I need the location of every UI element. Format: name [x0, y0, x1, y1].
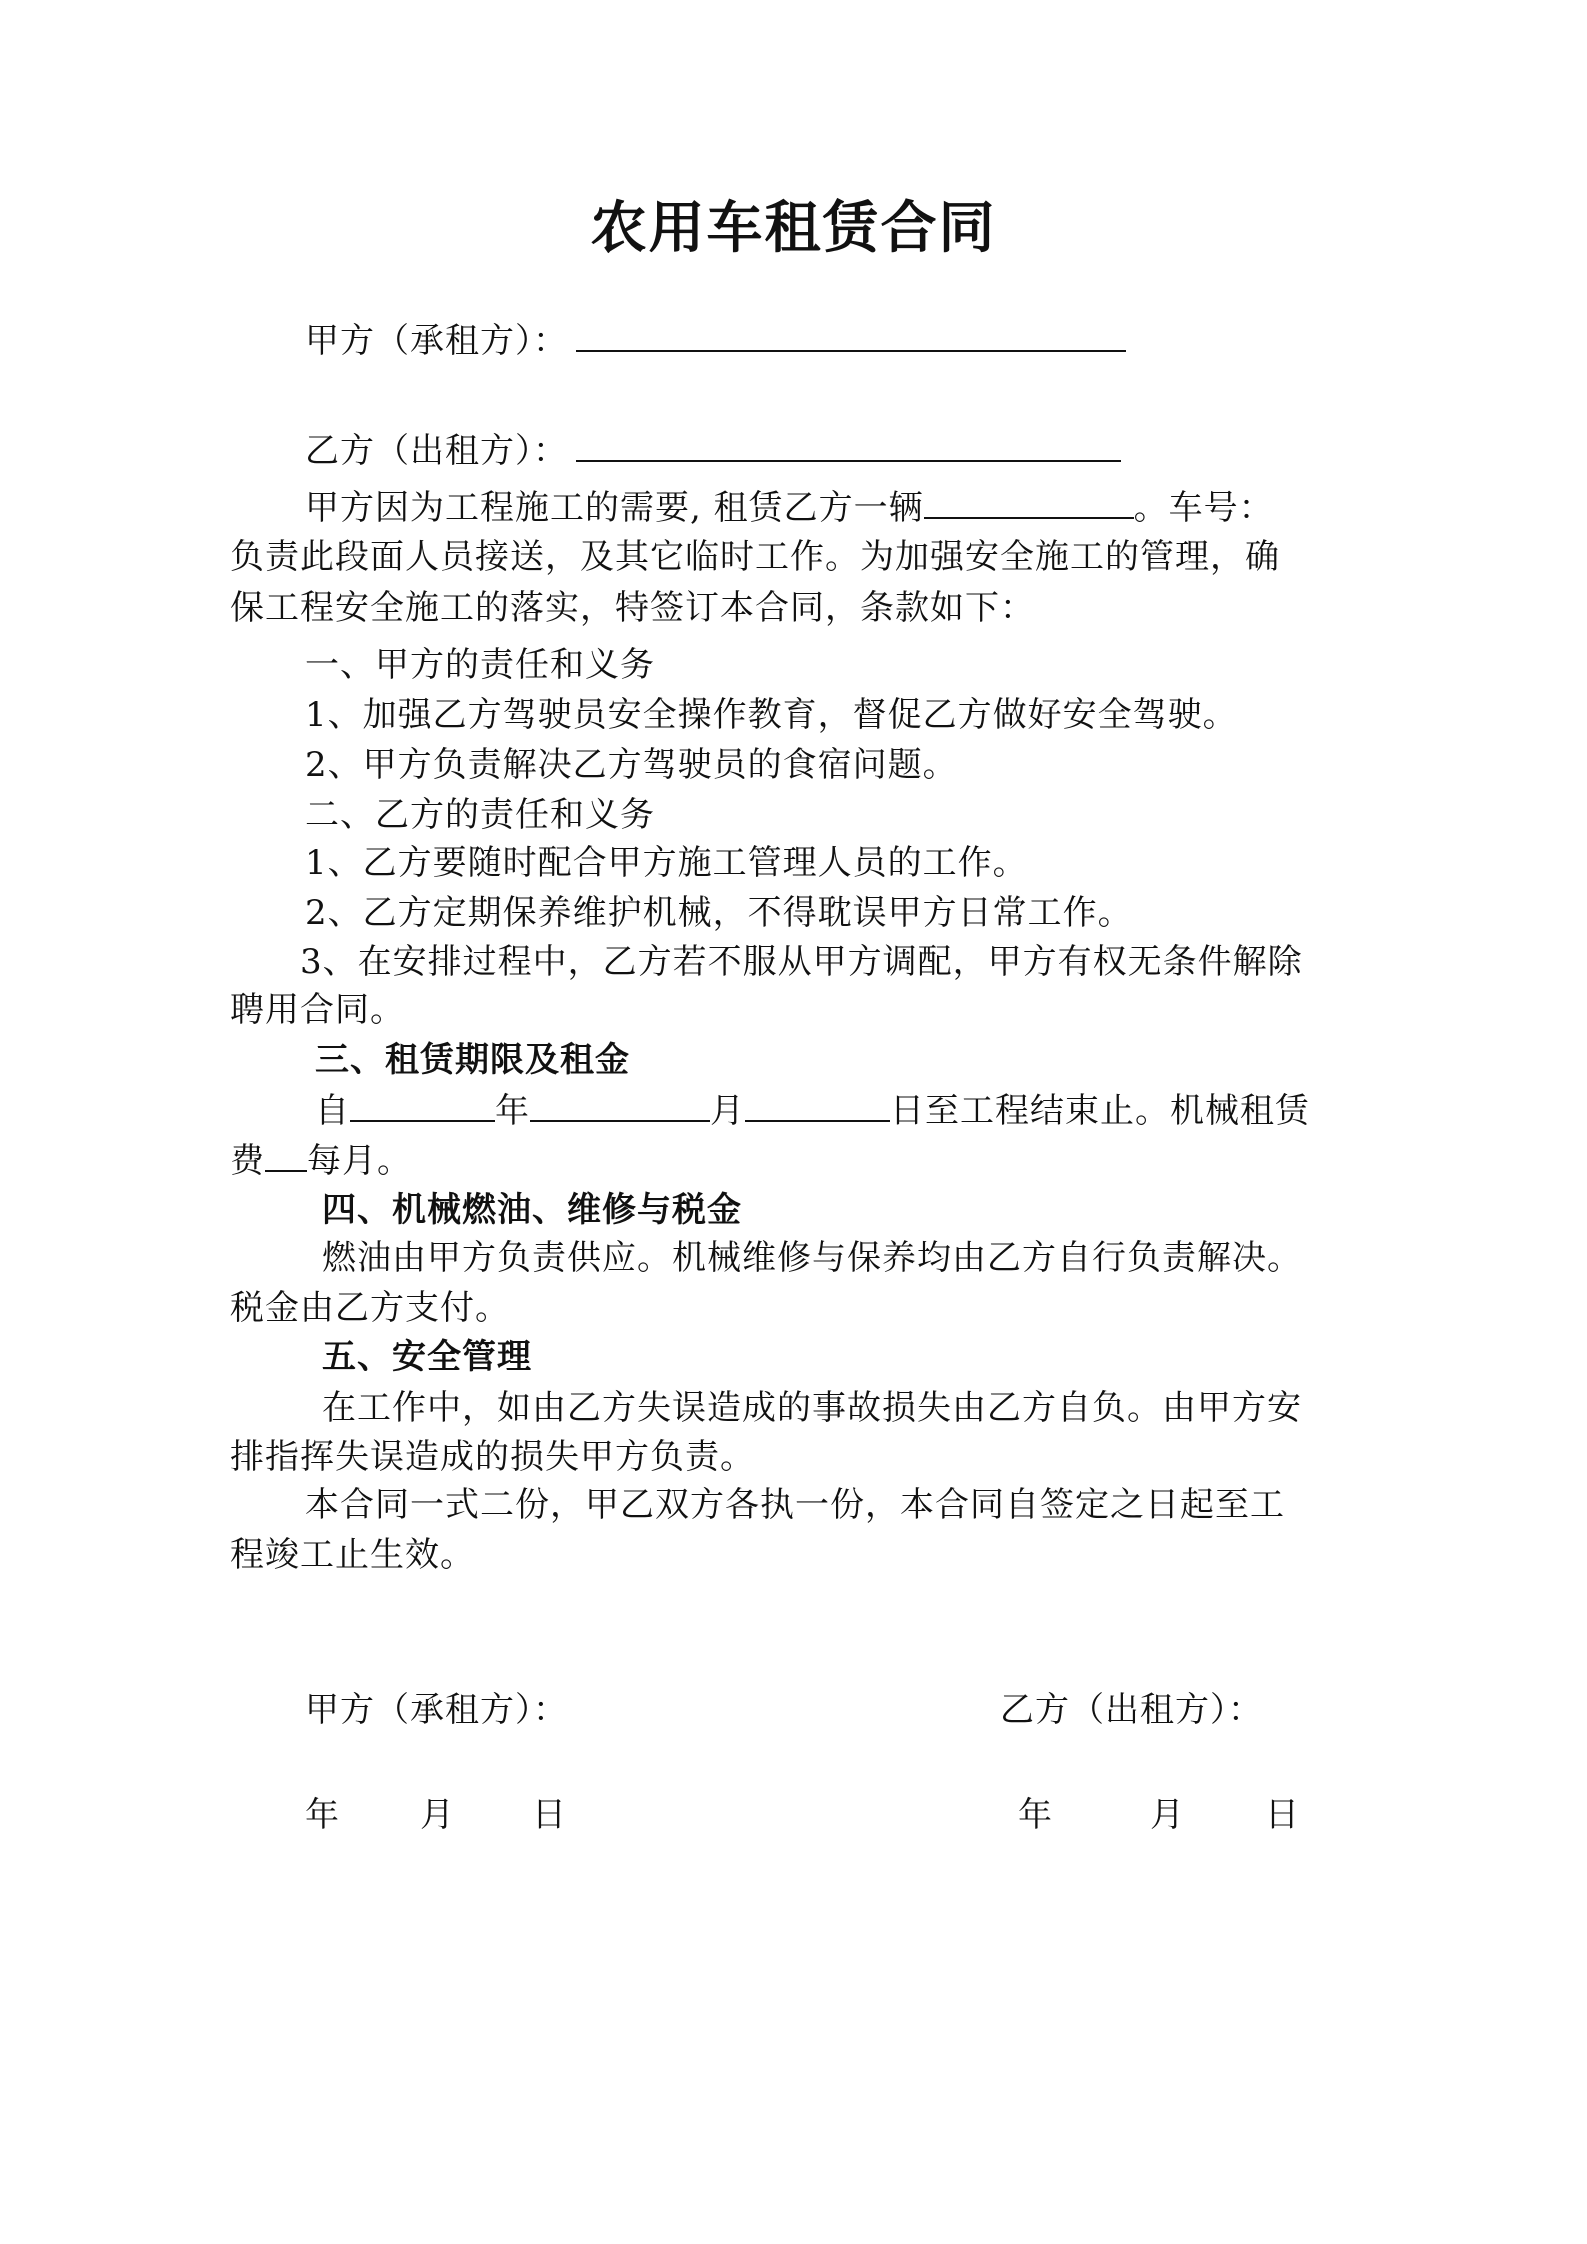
party-b-header-line — [305, 430, 1121, 471]
section-5-line-2: 排指挥失误造成的损失甲方负责。 — [230, 1437, 755, 1477]
signature-date-b-day: 日 — [1265, 1795, 1300, 1835]
start-month-blank[interactable] — [530, 1090, 710, 1122]
section-1-item-1: 1、加强乙方驾驶员安全操作教育，督促乙方做好安全驾驶。 — [305, 695, 1238, 735]
signature-party-a: 甲方（承租方）： — [305, 1690, 568, 1730]
month-label: 月 — [710, 1091, 745, 1131]
intro-text-start: 甲方因为工程施工的需要, 租赁乙方一辆 — [305, 488, 924, 528]
section-2-heading: 二、乙方的责任和义务 — [305, 795, 655, 835]
signature-date-a-day: 日 — [532, 1795, 567, 1835]
section-2-item-3-line-2: 聘用合同。 — [230, 990, 405, 1030]
intro-text-plate: 。车号： — [1133, 488, 1274, 528]
section-4-heading: 四、机械燃油、维修与税金 — [322, 1190, 742, 1230]
document-title: 农用车租赁合同 — [590, 196, 997, 261]
year-label: 年 — [495, 1091, 530, 1131]
section-3-line-1 — [315, 1090, 1310, 1131]
signature-date-b-year: 年 — [1018, 1795, 1053, 1835]
start-year-blank[interactable] — [350, 1090, 495, 1122]
vehicle-blank[interactable] — [924, 487, 1134, 519]
fee-amount-blank[interactable] — [265, 1140, 307, 1172]
party-a-name-blank[interactable] — [576, 320, 1126, 352]
party-a-header-line — [305, 320, 1126, 361]
term-text: 日至工程结束止。机械租赁 — [890, 1091, 1310, 1131]
intro-line-1 — [305, 487, 1274, 528]
closing-line-2: 程竣工止生效。 — [230, 1535, 475, 1575]
signature-date-a-year: 年 — [305, 1795, 340, 1835]
monthly-label: 每月。 — [307, 1141, 412, 1181]
section-2-item-3-line-1: 3、在安排过程中，乙方若不服从甲方调配，甲方有权无条件解除 — [300, 942, 1303, 982]
signature-party-b: 乙方（出租方）： — [1000, 1690, 1263, 1730]
party-b-label: 乙方（出租方）： — [305, 431, 568, 471]
fee-label: 费 — [230, 1141, 265, 1181]
intro-line-3: 保工程安全施工的落实，特签订本合同，条款如下： — [230, 588, 1035, 628]
section-4-line-2: 税金由乙方支付。 — [230, 1288, 510, 1328]
section-4-line-1: 燃油由甲方负责供应。机械维修与保养均由乙方自行负责解决。 — [322, 1238, 1302, 1278]
closing-line-1: 本合同一式二份，甲乙双方各执一份，本合同自签定之日起至工 — [305, 1485, 1285, 1525]
section-1-heading: 一、甲方的责任和义务 — [305, 645, 655, 685]
party-b-name-blank[interactable] — [576, 430, 1121, 462]
section-1-item-2: 2、甲方负责解决乙方驾驶员的食宿问题。 — [305, 745, 958, 785]
signature-date-b-month: 月 — [1150, 1795, 1185, 1835]
section-2-item-2: 2、乙方定期保养维护机械，不得耽误甲方日常工作。 — [305, 893, 1133, 933]
section-5-heading: 五、安全管理 — [322, 1337, 532, 1377]
section-3-heading: 三、租赁期限及租金 — [315, 1040, 630, 1080]
from-label: 自 — [315, 1091, 350, 1131]
party-a-label: 甲方（承租方）： — [305, 321, 568, 361]
section-2-item-1: 1、乙方要随时配合甲方施工管理人员的工作。 — [305, 843, 1028, 883]
intro-line-2: 负责此段面人员接送，及其它临时工作。为加强安全施工的管理，确 — [230, 537, 1280, 577]
start-day-blank[interactable] — [745, 1090, 890, 1122]
signature-date-a-month: 月 — [420, 1795, 455, 1835]
section-5-line-1: 在工作中，如由乙方失误造成的事故损失由乙方自负。由甲方安 — [322, 1388, 1302, 1428]
section-3-line-2 — [230, 1140, 412, 1181]
